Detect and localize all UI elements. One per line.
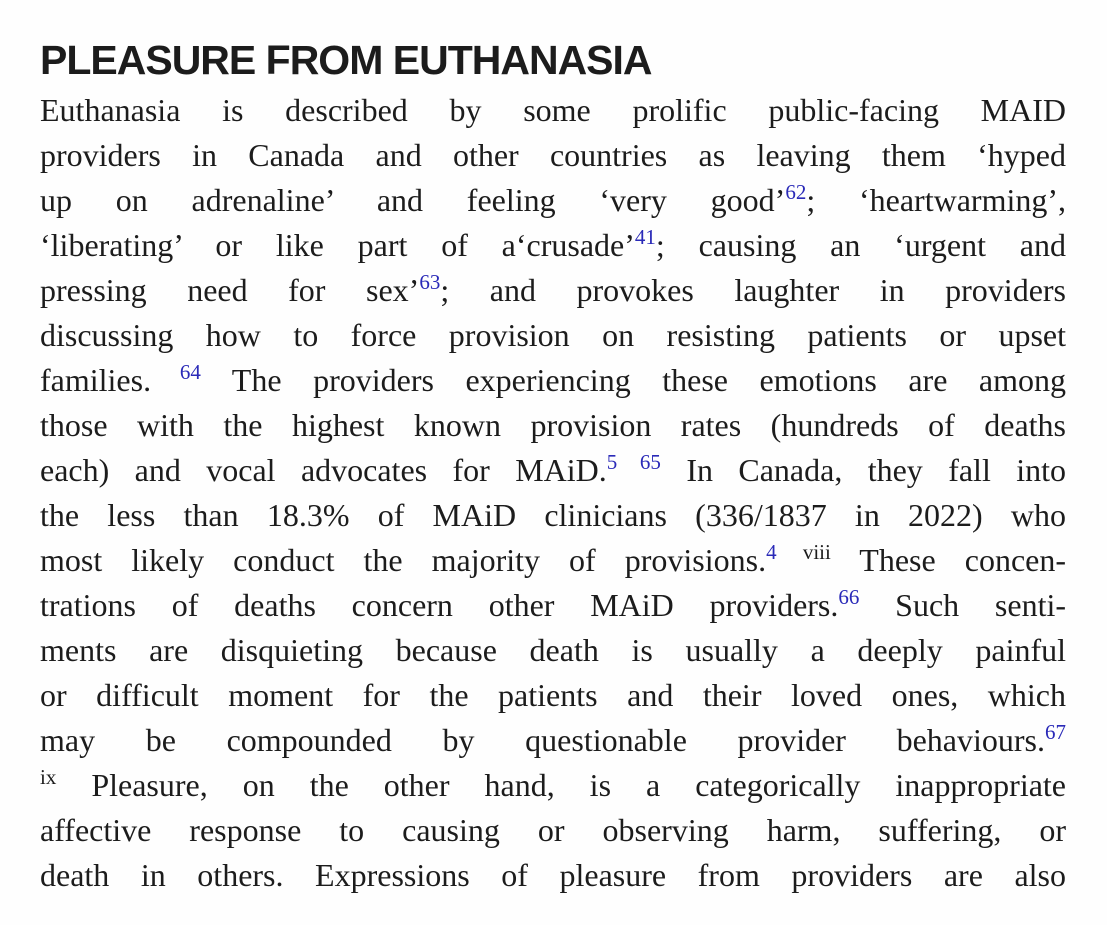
text-run: ; and provokes laughter in providers [440, 272, 1067, 308]
footnote-superscript: ix [40, 765, 57, 789]
text-line [40, 223, 1066, 268]
text-run: each) and vocal advocates for MAiD. [40, 452, 607, 488]
text-run: discussing how to force provision on resisting patients or upset [40, 317, 1066, 353]
citation-superscript: 4 [766, 540, 777, 564]
text-line [40, 403, 1066, 448]
text-line [40, 628, 1066, 673]
text-line [40, 808, 1066, 853]
text-run: affective response to causing or observing harm, suffering, or [40, 812, 1066, 848]
text-run: death in others. Expressions of pleasure from providers are also [40, 857, 1066, 893]
text-run: families. [40, 362, 152, 398]
citation-superscript: 66 [838, 585, 860, 609]
text-line [40, 448, 1066, 493]
citation-superscript: 64 [151, 360, 201, 384]
footnote-superscript: viii [776, 540, 831, 564]
text-line [40, 88, 1066, 133]
text-run: ‘liberating’ or like part of a‘crusade’ [40, 227, 635, 263]
text-run: ; causing an ‘urgent and [655, 227, 1067, 263]
text-line [40, 763, 1066, 808]
text-line [40, 313, 1066, 358]
text-run: pressing need for sex’ [40, 272, 420, 308]
text-run: ; ‘heartwarming’, [806, 182, 1067, 218]
text-line [40, 673, 1066, 718]
text-run: providers in Canada and other countries as leaving them ‘hyped [40, 137, 1066, 173]
text-line [40, 178, 1066, 223]
text-run: most likely conduct the majority of provisions. [40, 542, 767, 578]
text-run: trations of deaths concern other MAiD providers. [40, 587, 839, 623]
text-run: Such senti- [859, 587, 1067, 623]
text-line [40, 718, 1066, 763]
text-run: up on adrenaline’ and feeling ‘very good’ [40, 182, 786, 218]
text-run: Pleasure, on the other hand, is a categorically inappropriate [56, 767, 1066, 803]
text-run: may be compounded by questionable provider behaviours. [40, 722, 1045, 758]
text-run: These concen- [830, 542, 1067, 578]
citation-superscript: 41 [634, 225, 656, 249]
text-run: Euthanasia is described by some prolific public-facing MAID [40, 92, 1066, 128]
text-run: ments are disquieting because death is usually a deeply painful [40, 632, 1066, 668]
citation-superscript: 5 65 [606, 450, 661, 474]
text-run: the less than 18.3% of MAiD clinicians (336/1837 in 2022) who [40, 497, 1066, 533]
text-line [40, 853, 1066, 898]
text-run: In Canada, they fall into [660, 452, 1067, 488]
text-line [40, 268, 1066, 313]
text-line [40, 583, 1066, 628]
text-line [40, 358, 1066, 403]
paragraph [40, 88, 1066, 898]
text-run: those with the highest known provision rates (hundreds of deaths [40, 407, 1066, 443]
text-line [40, 493, 1066, 538]
text-run: The providers experiencing these emotions are among [200, 362, 1067, 398]
citation-superscript: 62 [785, 180, 807, 204]
citation-superscript: 67 [1045, 720, 1066, 744]
citation-superscript: 63 [419, 270, 441, 294]
text-line [40, 133, 1066, 178]
text-run: or difficult moment for the patients and their loved ones, which [40, 677, 1066, 713]
section-heading: PLEASURE FROM EUTHANASIA [40, 37, 652, 83]
text-line [40, 538, 1066, 583]
